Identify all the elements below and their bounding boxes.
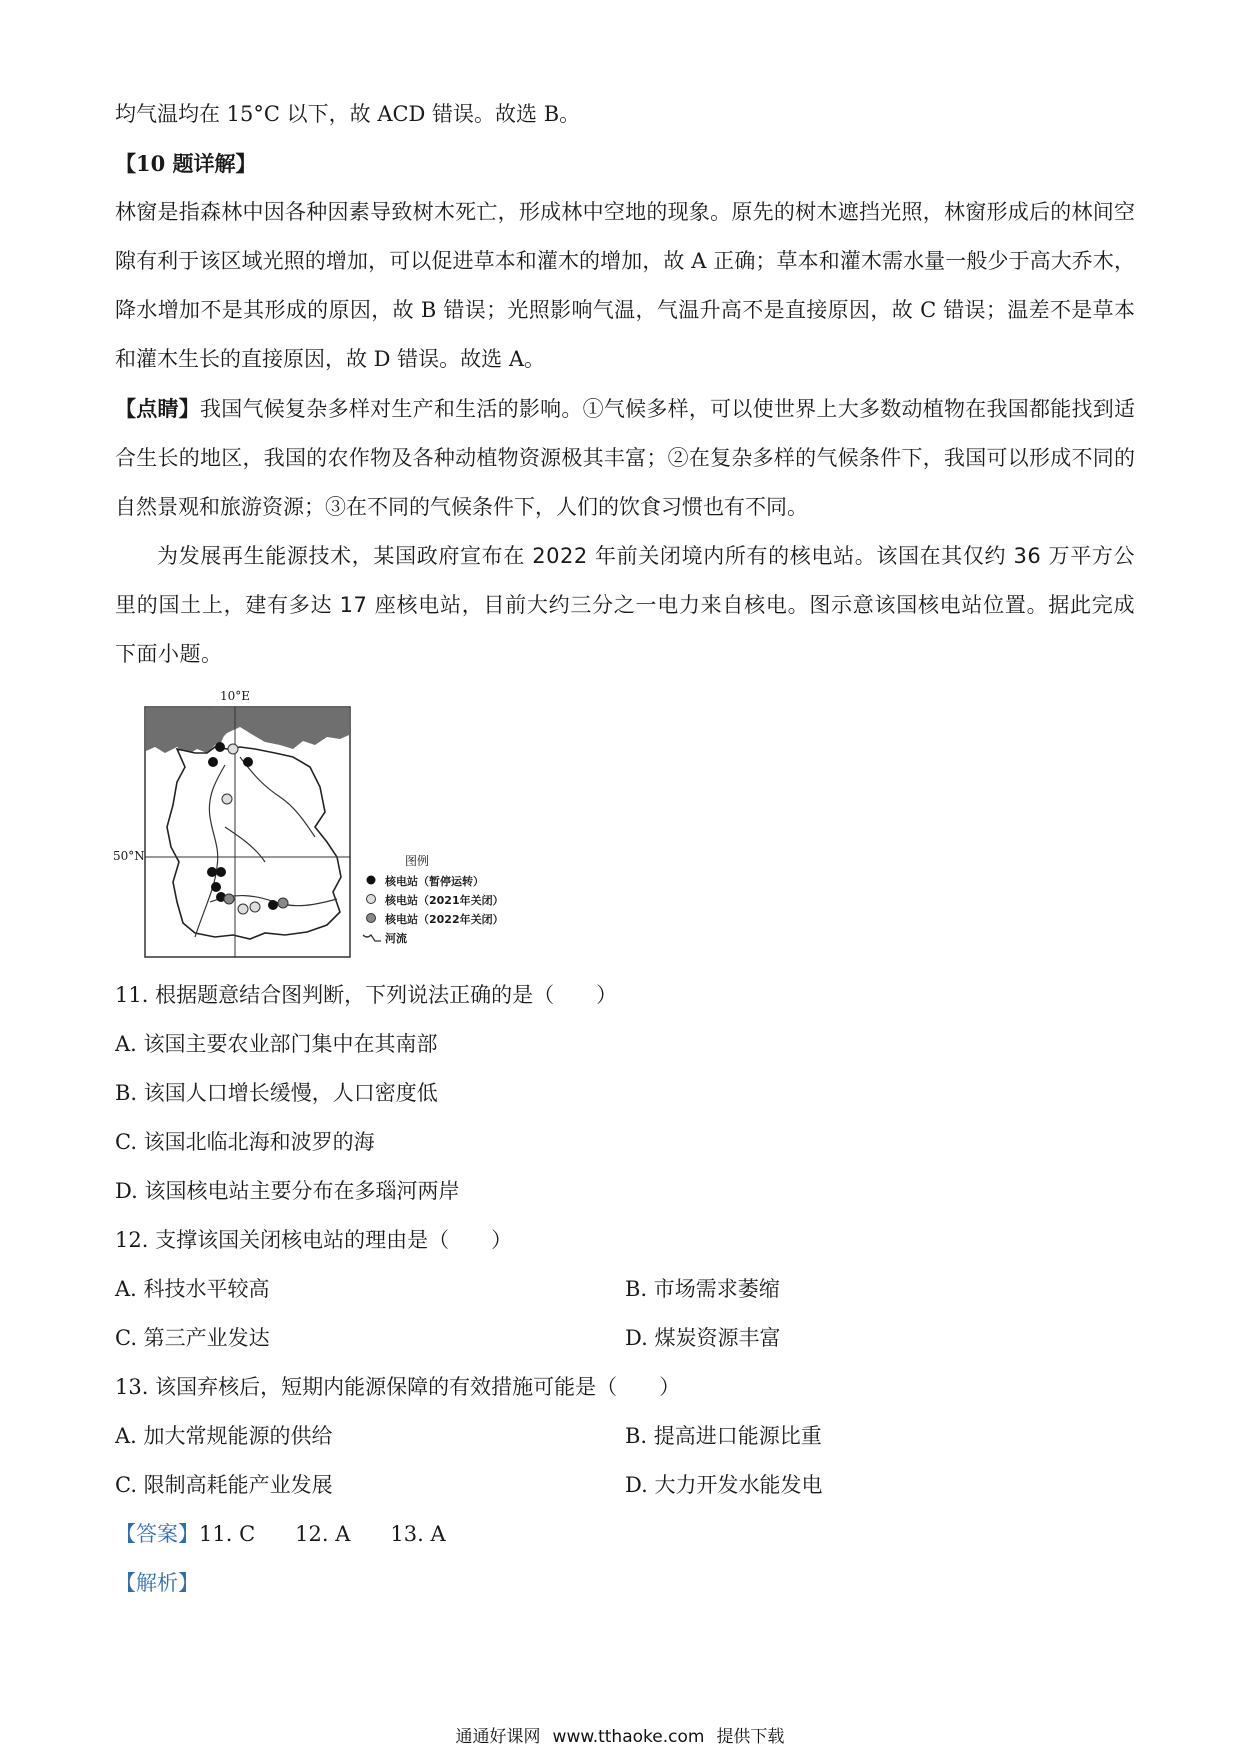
plant-dot [224,894,234,904]
plant-dot [243,757,253,767]
legend-item: 核电站（2022年关闭） [385,913,504,926]
question-12-options-row2 [115,1314,1135,1363]
question-11-option-c: C. 该国北临北海和波罗的海 [115,1130,375,1154]
question-12-options-row1 [115,1265,1135,1314]
answer-line [115,1510,1135,1559]
tip-label: 【点睛】 [115,396,201,421]
question-12-option-d: D. 煤炭资源丰富 [625,1326,781,1350]
question-12-stem: 12. 支撑该国关闭核电站的理由是（ ） [115,1228,513,1252]
legend-title: 图例 [405,854,430,868]
document-page [115,90,1135,1608]
legend-marker-2021 [367,895,376,904]
lon-label: 10°E [220,689,251,703]
answer-label: 【答案】 [115,1522,199,1546]
analysis-label: 【解析】 [115,1571,199,1595]
page-footer [0,1722,1240,1747]
plant-dot [268,900,278,910]
plant-dot [216,867,226,877]
answer-value: 13. A [390,1522,446,1546]
legend-item: 核电站（2021年关闭） [385,894,504,907]
legend-item: 河流 [385,932,407,945]
plant-dot [211,882,221,892]
question-13-options-row2 [115,1461,1135,1510]
question-13-option-d: D. 大力开发水能发电 [625,1473,823,1497]
intro-line: 均气温均在 15°C 以下，故 ACD 错误。故选 B。 [115,102,581,126]
q10-heading: 【10 题详解】 [115,151,257,176]
lat-label: 50°N [113,849,145,863]
legend-marker-2022 [367,914,376,923]
q10-body: 林窗是指森林中因各种因素导致树木死亡，形成林中空地的现象。原先的树木遮挡光照，林窗形成后的林间空隙有利于该区域光照的增加，可以促进草本和灌木的增加，故 A 正确；草本和灌木需水量一般少于高大乔木，降水增加不是其形成的原因，故 B 错误；光照影响气温，气温升高不是直接原因，故 C 错误；温差不是草本和灌木生长的直接原因，故 D 错误。故选 A。 [115,200,1135,371]
question-11-option-b: B. 该国人口增长缓慢，人口密度低 [115,1081,438,1105]
plant-dot [222,794,232,804]
question-13-option-b: B. 提高进口能源比重 [625,1424,822,1448]
plant-dot [215,742,225,752]
plant-dot [278,898,288,908]
question-12-option-b: B. 市场需求萎缩 [625,1277,780,1301]
question-13-stem: 13. 该国弃核后，短期内能源保障的有效措施可能是（ ） [115,1375,681,1399]
question-11-option-a: A. 该国主要农业部门集中在其南部 [115,1032,438,1056]
nuclear-map-figure [115,687,555,967]
answer-value: 12. A [295,1522,351,1546]
plant-dot [238,904,248,914]
legend-marker-river [363,935,381,941]
question-12-option-c: C. 第三产业发达 [115,1326,270,1350]
passage: 为发展再生能源技术，某国政府宣布在 2022 年前关闭境内所有的核电站。该国在其仅约 36 万平方公里的国土上，建有多达 17 座核电站，目前大约三分之一电力来自核电。图示意该国核电站位置。据此完成下面小题。 [115,544,1135,666]
question-11-stem: 11. 根据题意结合图判断，下列说法正确的是（ ） [115,983,618,1007]
plant-dot [228,744,238,754]
question-12-option-a: A. 科技水平较高 [115,1277,270,1301]
legend-item: 核电站（暂停运转） [385,875,484,888]
plant-dot [250,902,260,912]
footer-url[interactable]: www.tthaoke.com [552,1727,705,1747]
plant-dot [207,867,217,877]
answer-value: 11. C [199,1522,256,1546]
question-13-option-a: A. 加大常规能源的供给 [115,1424,333,1448]
question-11-option-d: D. 该国核电站主要分布在多瑙河两岸 [115,1179,460,1203]
question-13-options-row1 [115,1412,1135,1461]
footer-site-name: 通通好课网 [455,1727,541,1747]
tip-body: 我国气候复杂多样对生产和生活的影响。①气候多样，可以使世界上大多数动植物在我国都能找到适合生长的地区，我国的农作物及各种动植物资源极其丰富；②在复杂多样的气候条件下，我国可以形成不同的自然景观和旅游资源；③在不同的气候条件下，人们的饮食习惯也有不同。 [115,397,1136,519]
plant-dot [208,757,218,767]
legend-marker-stopped [367,876,376,885]
legend-list [385,872,504,948]
footer-suffix: 提供下载 [716,1727,785,1747]
question-13-option-c: C. 限制高耗能产业发展 [115,1473,333,1497]
tip-paragraph [115,384,1135,532]
